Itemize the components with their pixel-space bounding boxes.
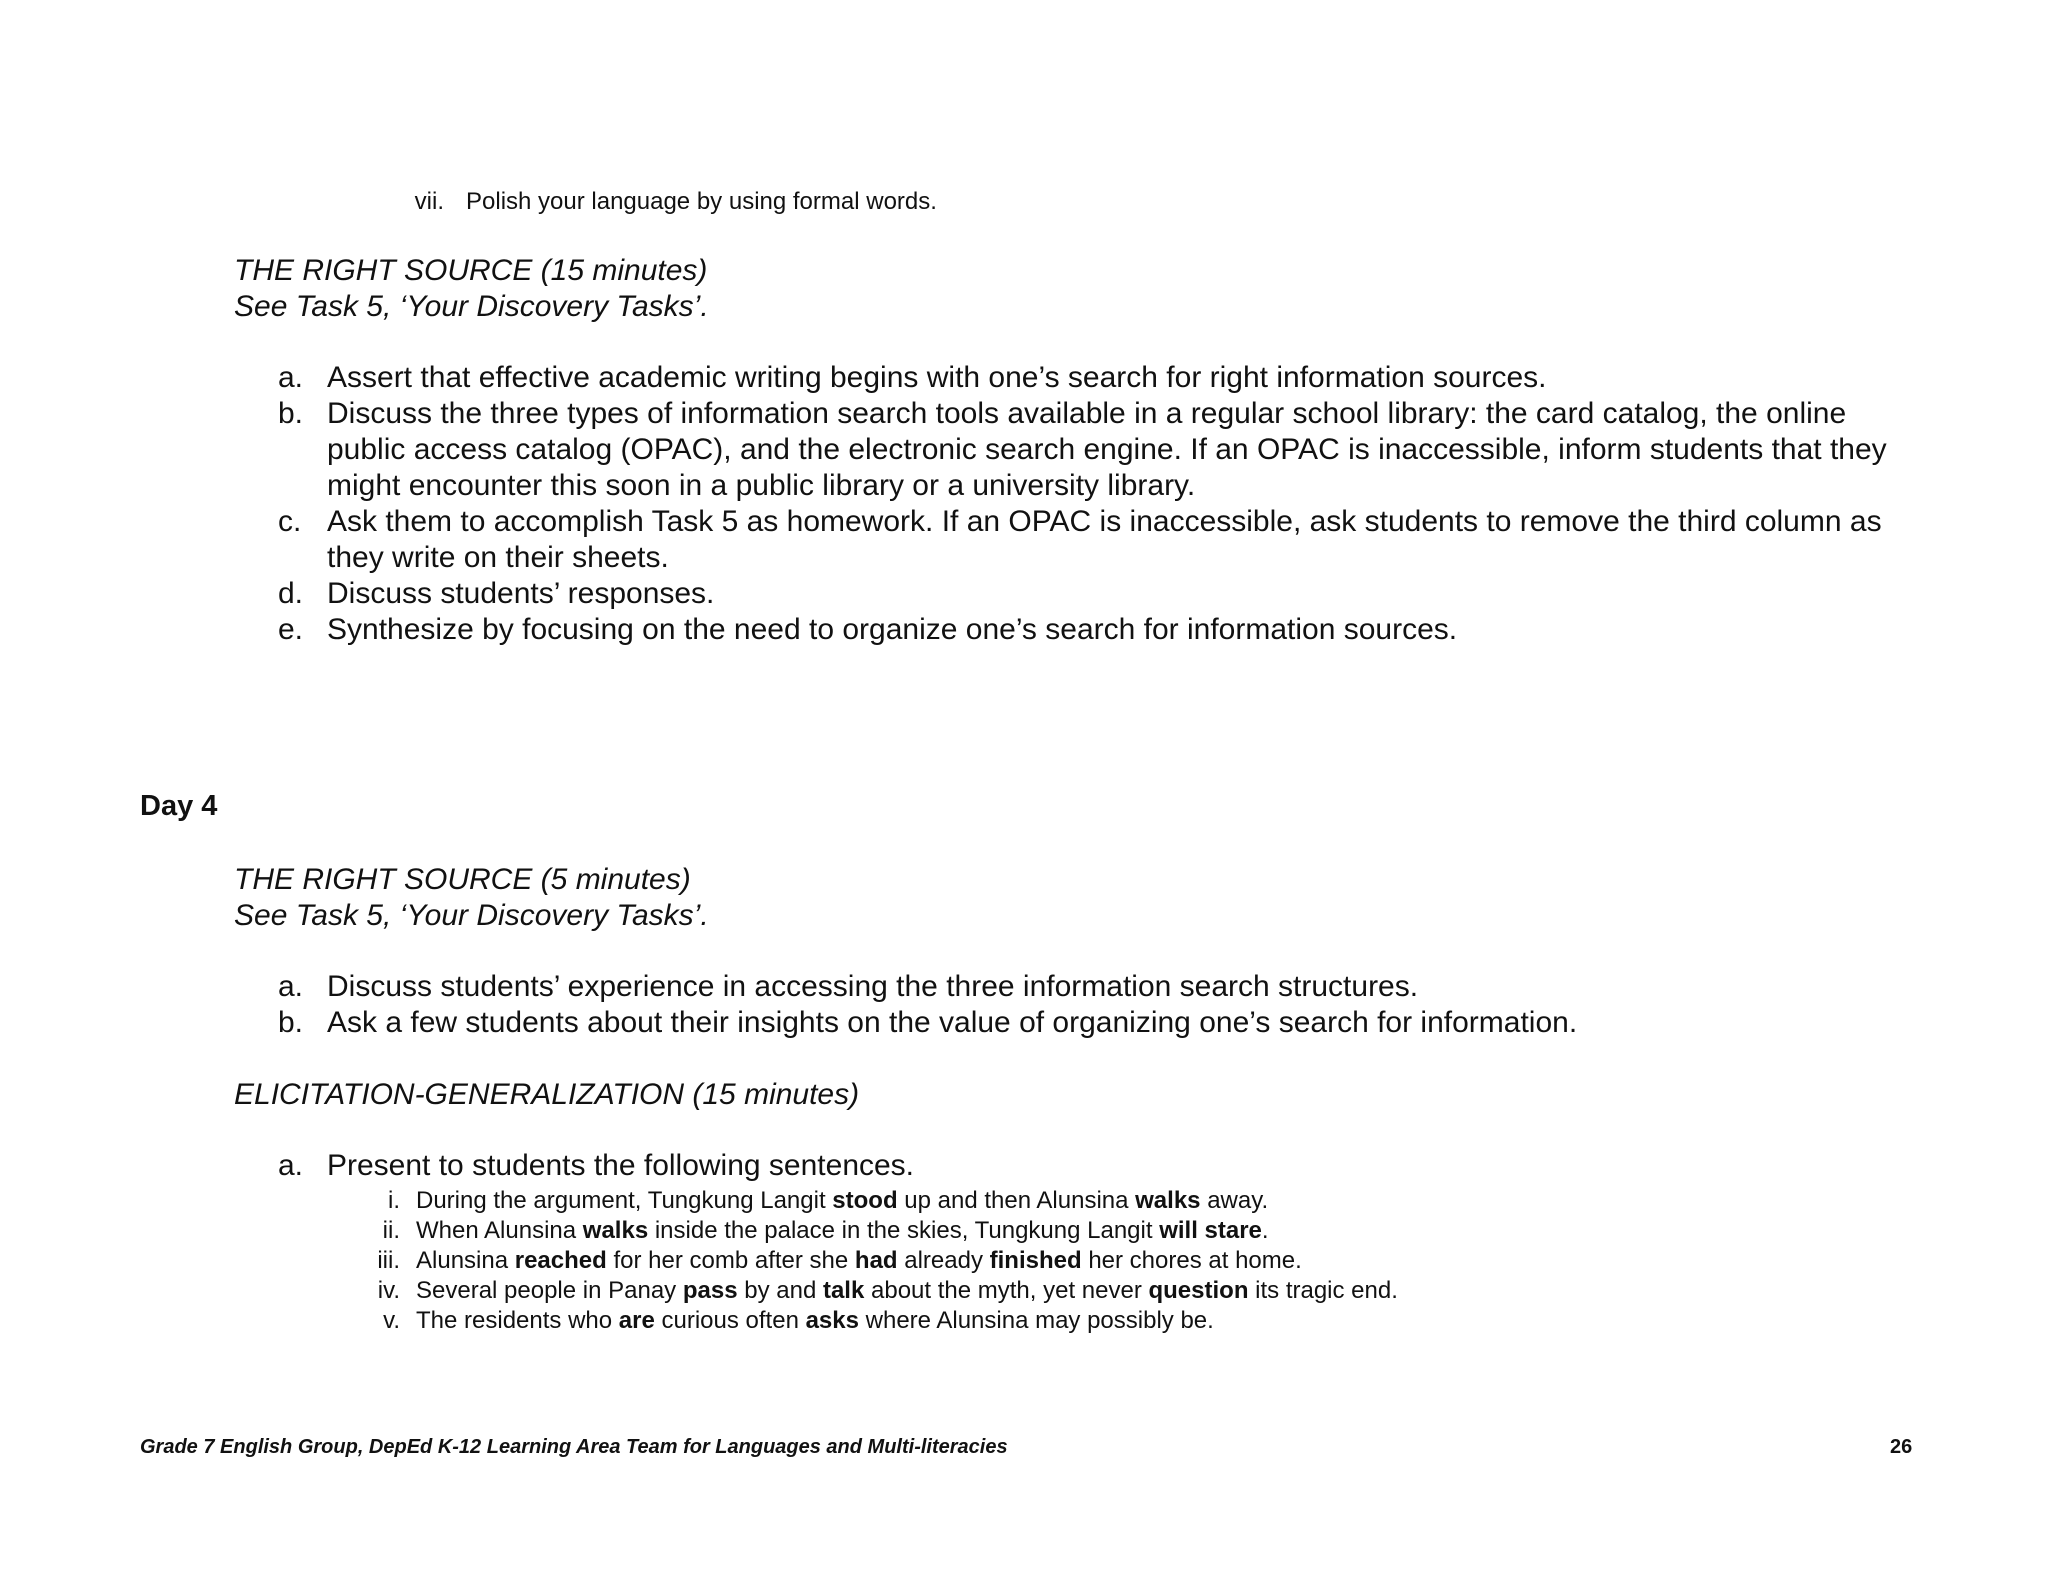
list-item-text: Ask a few students about their insights on the value of organizing one’s search for information. xyxy=(327,1006,1578,1039)
sentence-fragment: about the myth, yet never xyxy=(864,1277,1149,1304)
section-subtitle: See Task 5, ‘Your Discovery Tasks’. xyxy=(234,899,709,932)
roman-numeral: ii. xyxy=(382,1217,400,1244)
list-item-text: Discuss students’ experience in accessing the three information search structures. xyxy=(327,970,1419,1003)
list-item xyxy=(278,576,1918,612)
sentence-fragment: by and xyxy=(737,1277,823,1304)
sentence-fragment: her chores at home. xyxy=(1081,1247,1302,1274)
sentence-fragment: The residents who xyxy=(416,1307,619,1334)
emphasized-verb: talk xyxy=(822,1277,865,1304)
list-letter: d. xyxy=(278,577,304,610)
list-letter: a. xyxy=(278,1149,304,1182)
section3-list xyxy=(278,1148,1918,1184)
emphasized-verb: walks xyxy=(582,1217,649,1244)
sentence-text xyxy=(416,1216,1269,1246)
list-item-text: Ask them to accomplish Task 5 as homework. If an OPAC is inaccessible, ask students to remove the third column as they write on their sheets. xyxy=(327,505,1882,574)
list-item-text: Discuss students’ responses. xyxy=(327,577,715,610)
list-item-text: Present to students the following sentences. xyxy=(327,1149,915,1182)
roman-numeral: v. xyxy=(383,1307,400,1334)
sentence-fragment: Several people in Panay xyxy=(416,1277,683,1304)
emphasized-verb: stood xyxy=(832,1187,898,1214)
section-title: THE RIGHT SOURCE (15 minutes) xyxy=(234,254,708,287)
sentence-fragment: During the argument, Tungkung Langit xyxy=(416,1187,833,1214)
day-heading: Day 4 xyxy=(140,790,218,822)
sentence-text xyxy=(416,1306,1214,1336)
sentence-fragment: curious often xyxy=(654,1307,806,1334)
sentence-fragment: . xyxy=(1261,1217,1269,1244)
list-letter: e. xyxy=(278,613,304,646)
roman-numeral: vii. xyxy=(414,188,444,215)
list-item xyxy=(278,1148,1918,1184)
footer-credit: Grade 7 English Group, DepEd K-12 Learning Area Team for Languages and Multi-literacies xyxy=(140,1436,1008,1458)
sentence-fragment: When Alunsina xyxy=(416,1217,583,1244)
emphasized-verb: walks xyxy=(1135,1187,1201,1214)
roman-numeral: iii. xyxy=(377,1247,400,1274)
emphasized-verb: reached xyxy=(514,1247,607,1274)
list-item xyxy=(278,504,1918,576)
sentence-text xyxy=(416,1276,1398,1306)
sentence-fragment: for her comb after she xyxy=(606,1247,855,1274)
emphasized-verb: had xyxy=(854,1247,898,1274)
list-letter: a. xyxy=(278,970,304,1003)
emphasized-verb: pass xyxy=(682,1277,738,1304)
list-item xyxy=(278,969,1918,1005)
list-letter: b. xyxy=(278,1006,304,1039)
sentence-text xyxy=(416,1186,1268,1216)
list-item xyxy=(278,396,1918,504)
emphasized-verb: question xyxy=(1148,1277,1249,1304)
sentence-fragment: away. xyxy=(1200,1187,1269,1214)
list-item-text: Polish your language by using formal words. xyxy=(466,188,937,215)
section1-list xyxy=(278,360,1918,648)
sentence-fragment: already xyxy=(897,1247,990,1274)
list-letter: b. xyxy=(278,397,304,430)
sentence-fragment: up and then Alunsina xyxy=(897,1187,1136,1214)
list-letter: a. xyxy=(278,361,304,394)
roman-numeral: iv. xyxy=(377,1277,400,1304)
sentence-fragment: Alunsina xyxy=(416,1247,515,1274)
emphasized-verb: finished xyxy=(989,1247,1082,1274)
emphasized-verb: asks xyxy=(805,1307,859,1334)
list-item xyxy=(278,360,1918,396)
sentence-fragment: inside the palace in the skies, Tungkung Langit xyxy=(648,1217,1160,1244)
sentence-fragment: where Alunsina may possibly be. xyxy=(858,1307,1214,1334)
sentence-text xyxy=(416,1246,1302,1276)
emphasized-verb: will stare xyxy=(1159,1217,1262,1244)
roman-numeral: i. xyxy=(388,1187,400,1214)
section-subtitle: See Task 5, ‘Your Discovery Tasks’. xyxy=(234,290,709,323)
list-item xyxy=(278,1005,1918,1041)
section2-list xyxy=(278,969,1918,1041)
list-item xyxy=(278,612,1918,648)
list-item-text: Discuss the three types of information search tools available in a regular school library: the card catalog, the online public access catalog (OPAC), and the electronic search engine. If an OPAC is inaccessible, inform students that they might encounter this soon in a public library or a university library. xyxy=(327,397,1887,502)
emphasized-verb: are xyxy=(618,1307,655,1334)
sentence-fragment: its tragic end. xyxy=(1248,1277,1398,1304)
list-letter: c. xyxy=(278,505,302,538)
section-title: THE RIGHT SOURCE (5 minutes) xyxy=(234,863,691,896)
list-item-text: Synthesize by focusing on the need to organize one’s search for information sources. xyxy=(327,613,1458,646)
list-item-text: Assert that effective academic writing begins with one’s search for right information sources. xyxy=(327,361,1547,394)
page-number: 26 xyxy=(1890,1436,1913,1458)
section-title: ELICITATION-GENERALIZATION (15 minutes) xyxy=(234,1078,860,1111)
